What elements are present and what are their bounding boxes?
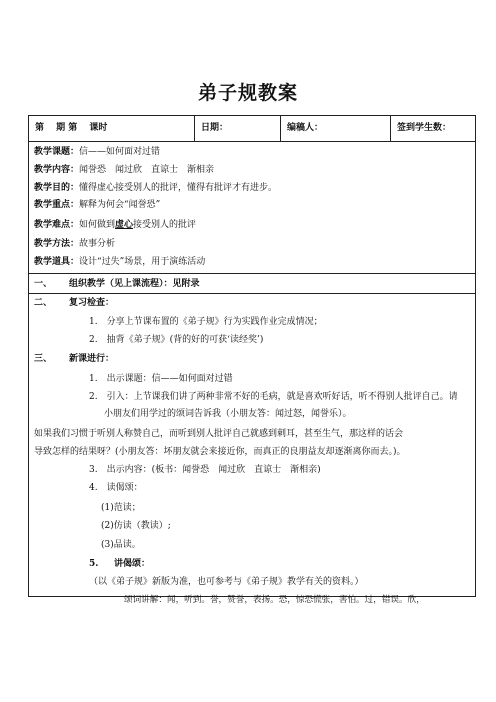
section-3-number: 三、: [34, 354, 53, 364]
section-5-number: 5.: [89, 559, 99, 569]
difficulty-row: [34, 218, 196, 232]
section-5-explanation: 颂词讲解：闻，听到。誉，赞誉，表扬。恐，惊恐慌张，害怕。过，错误。欣，: [124, 595, 425, 605]
section-2-title: 复习检查：: [69, 298, 115, 308]
section-3-paragraph-line-2: 导致怎样的结果呀？(小朋友答：坏朋友就会来接近你，而真正的良朋益友却逐渐离你而去。)。: [34, 447, 406, 457]
tools-label: 教学道具：: [34, 257, 80, 267]
content-label: 教学内容：: [34, 165, 80, 175]
difficulty-label: 教学难点：: [34, 220, 80, 230]
reading-step-1: (1)范读；: [101, 503, 141, 513]
section-3-item-2-line-2: 小朋友们用学过的颂词告诉我（小朋友答：闻过怒，闻誉乐）。: [104, 409, 352, 419]
signin-cell: 签到学生数：: [390, 116, 477, 141]
method-label: 教学方法：: [34, 239, 80, 249]
section-3-item-3: 3. 出示内容：(板书：闻誉恐 闻过欣 直谅士 渐相亲): [89, 465, 321, 475]
key-value: 解释为何会“闻誉恐”: [79, 200, 161, 210]
key-row: [34, 198, 160, 212]
page-title: 弟子规教案: [197, 82, 298, 104]
difficulty-underlined: 虚心: [115, 220, 134, 230]
editor-cell: 编稿人：: [280, 116, 390, 141]
section-3-paragraph-line-1: 如果我们习惯于听别人称赞自己，而听到别人批评自己就感到刺耳，甚至生气，那这样的话会: [34, 429, 404, 439]
goal-value: 懂得虚心接受别人的批评，懂得有批评才有进步。: [79, 183, 278, 193]
section-3-item-4: 4. 读偈颂：: [89, 483, 143, 493]
tools-row: [34, 255, 205, 269]
section-5-title: 讲偈颂：: [114, 559, 151, 569]
section-5-note: （以《弟子规》新版为准，也可参考与《弟子规》教学有关的资料。）: [89, 577, 364, 587]
content-value: 闻誉恐 闻过欣 直谅士 渐相亲: [79, 165, 215, 175]
section-2-item-2: 2. 抽背《弟子规》(背的好的可获‘读经奖’): [89, 335, 264, 345]
section-3-item-1: 1. 出示课题：信——如何面对过错: [89, 374, 233, 384]
method-value: 故事分析: [79, 239, 116, 249]
method-row: [34, 237, 115, 251]
section-2-item-1: 1. 分享上节课布置的《弟子规》行为实践作业完成情况；: [89, 317, 323, 327]
section-divider: [29, 293, 475, 294]
section-3-item-2-line-1: 2. 引入：上节课我们讲了两种非常不好的毛病，就是喜欢听好话，听不得别人批评自己。请: [89, 392, 458, 402]
content-row: [34, 163, 214, 177]
key-label: 教学重点：: [34, 200, 80, 210]
section-1-number: 一、: [34, 279, 53, 289]
header-row: [29, 116, 475, 142]
goal-label: 教学目的：: [34, 183, 80, 193]
difficulty-pre: 如何做到: [79, 220, 116, 230]
topic-label: 教学课题：: [34, 147, 80, 157]
lesson-plan-table: [28, 115, 476, 605]
date-cell: 日期：: [194, 116, 280, 141]
section-1-title: 组织教学（见上课流程）：见附录: [69, 279, 200, 289]
reading-step-3: (3)品读。: [101, 540, 141, 550]
topic-row: [34, 145, 160, 159]
difficulty-post: 接受别人的批评: [133, 220, 197, 230]
section-3-title: 新课进行：: [69, 354, 115, 364]
period-cell: 第 期 第 课时: [35, 123, 108, 133]
lesson-body: [29, 273, 475, 605]
topic-value: 信——如何面对过错: [79, 147, 161, 157]
reading-step-2: (2)仿读（教读）;: [101, 521, 171, 531]
lesson-info: [29, 141, 475, 274]
section-2-number: 二、: [34, 298, 53, 308]
goal-row: [34, 181, 277, 195]
tools-value: 设计“过失”场景，用于演练活动: [79, 257, 206, 267]
